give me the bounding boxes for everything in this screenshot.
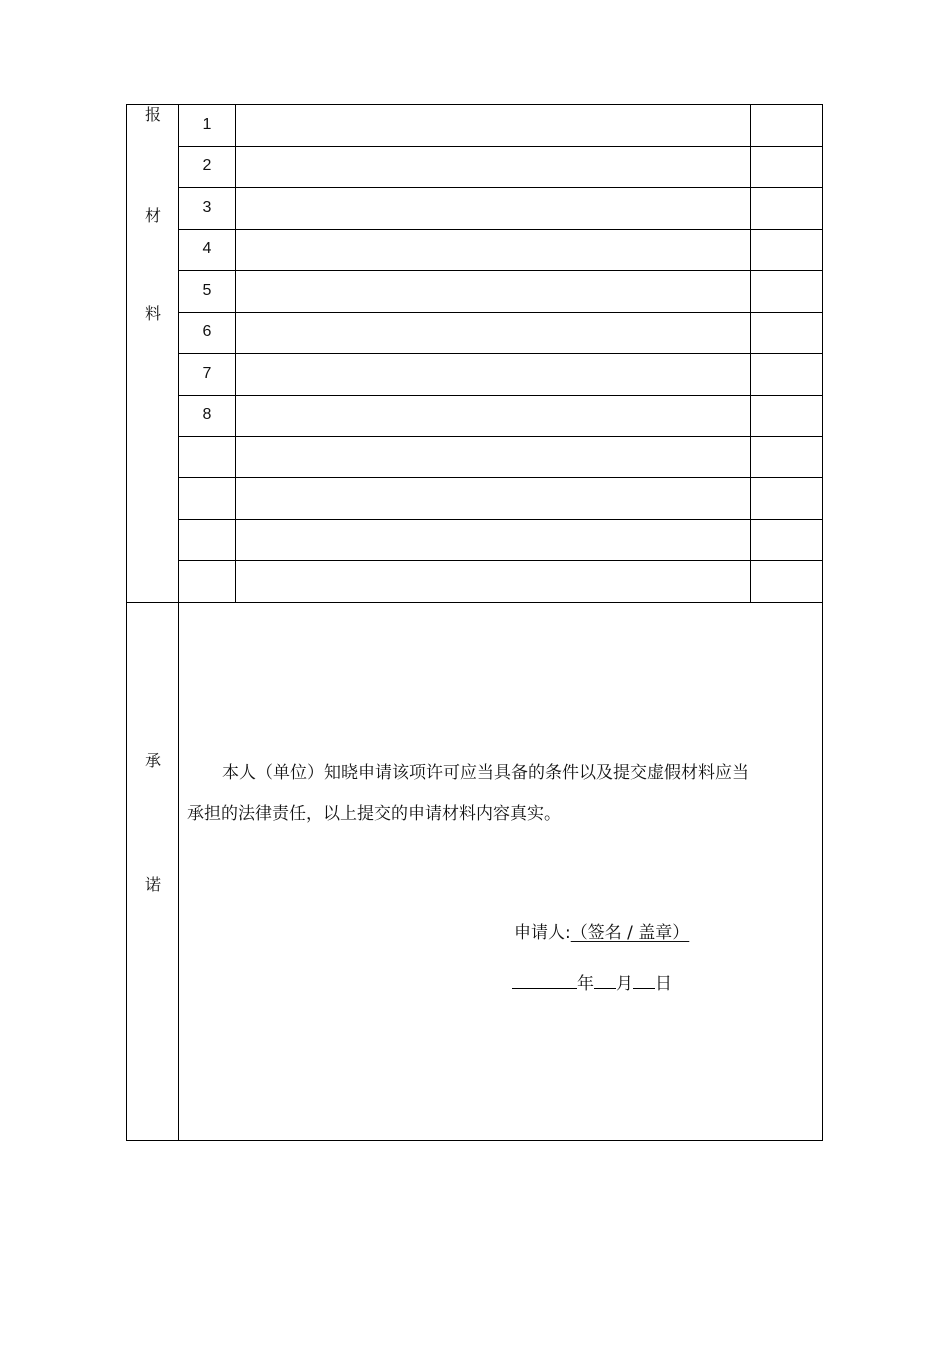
year-blank[interactable]: [512, 972, 577, 989]
applicant-label: 申请人:: [514, 923, 571, 943]
material-row-number: 5: [202, 282, 212, 299]
applicant-signature-line: [514, 922, 689, 944]
row-divider: [179, 519, 822, 520]
row-divider: [179, 353, 822, 354]
materials-side-label-char: 报: [144, 105, 161, 124]
row-divider: [179, 395, 822, 396]
material-row-number: 8: [202, 406, 212, 423]
day-label: 日: [655, 974, 672, 994]
pledge-statement-line: 本人（单位）知晓申请该项许可应当具备的条件以及提交虚假材料应当: [222, 763, 749, 783]
materials-side-label-char: 料: [144, 304, 161, 323]
material-row-number: 7: [202, 365, 212, 382]
pledge-statement-line: 承担的法律责任，以上提交的申请材料内容真实。: [187, 804, 561, 824]
row-divider: [179, 436, 822, 437]
section-divider: [127, 602, 822, 603]
material-row-number: 6: [202, 323, 212, 340]
row-divider: [179, 229, 822, 230]
material-row-number: 1: [202, 116, 212, 133]
row-divider: [179, 477, 822, 478]
pledge-side-label-char: 承: [144, 751, 161, 770]
material-row-number: 2: [202, 157, 212, 174]
date-line: [512, 972, 672, 995]
row-divider: [179, 312, 822, 313]
materials-side-label-char: 材: [144, 206, 161, 225]
pledge-side-label-char: 诺: [144, 875, 161, 894]
side-column-divider: [178, 105, 179, 1140]
row-divider: [179, 146, 822, 147]
row-divider: [179, 270, 822, 271]
year-label: 年: [577, 974, 594, 994]
month-blank[interactable]: [594, 972, 616, 989]
applicant-sign-hint[interactable]: （签名 / 盖章）: [570, 923, 690, 943]
row-divider: [179, 560, 822, 561]
material-row-number: 4: [202, 240, 212, 257]
day-blank[interactable]: [633, 972, 655, 989]
row-divider: [179, 187, 822, 188]
material-row-number: 3: [202, 199, 212, 216]
month-label: 月: [616, 974, 633, 994]
application-form-table: [126, 104, 823, 1141]
